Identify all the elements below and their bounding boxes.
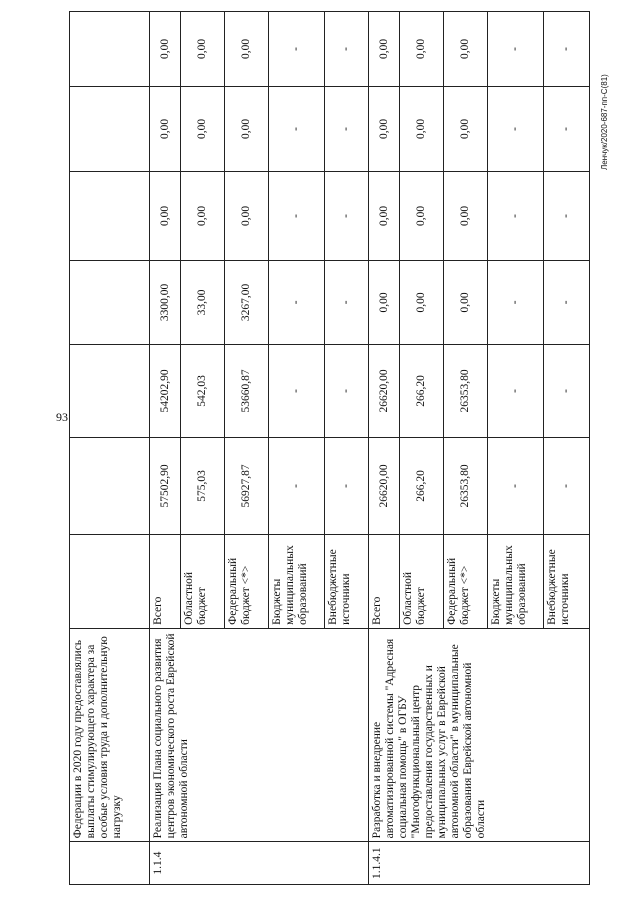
cell-2021: 0,00 <box>444 260 488 344</box>
cell-total: 57502,90 <box>150 437 181 534</box>
cell-2020: - <box>325 345 369 438</box>
row-source: Внебюджетные источники <box>325 534 369 628</box>
cell-2020: 26353,80 <box>444 345 488 438</box>
cell-2022: 0,00 <box>369 172 400 261</box>
cell-total: 266,20 <box>400 437 444 534</box>
cell-2022: 0,00 <box>181 172 225 261</box>
cell-2023: 0,00 <box>444 86 488 171</box>
cell-2024: - <box>544 12 590 87</box>
cell-2022: 0,00 <box>444 172 488 261</box>
table-row <box>369 12 400 885</box>
cell-2022: 0,00 <box>400 172 444 261</box>
cell-2020 <box>70 345 150 438</box>
cell-2022: - <box>544 172 590 261</box>
footer-note: Ленчук/2020-687-пп-С(81) <box>600 74 609 170</box>
cell-total <box>70 437 150 534</box>
cell-2021: 0,00 <box>400 260 444 344</box>
cell-2024: 0,00 <box>400 12 444 87</box>
row-source: Бюджеты муниципальных образований <box>488 534 544 628</box>
row-code <box>70 842 150 885</box>
cell-2020: - <box>488 345 544 438</box>
cell-2021 <box>70 260 150 344</box>
row-source <box>70 534 150 628</box>
cell-2024: - <box>325 12 369 87</box>
cell-total: - <box>269 437 325 534</box>
cell-2022: - <box>488 172 544 261</box>
cell-2024: 0,00 <box>150 12 181 87</box>
row-code: 1.1.4 <box>150 842 369 885</box>
cell-2023 <box>70 86 150 171</box>
cell-total: - <box>544 437 590 534</box>
cell-2023: 0,00 <box>369 86 400 171</box>
row-source: Областной бюджет <box>400 534 444 628</box>
row-source: Всего <box>369 534 400 628</box>
cell-2020: - <box>544 345 590 438</box>
cell-2023: - <box>269 86 325 171</box>
cell-2020: 26620,00 <box>369 345 400 438</box>
table-row <box>150 12 181 885</box>
cell-total: 575,03 <box>181 437 225 534</box>
row-name: Реализация Плана социального развития центров экономического роста Еврейской автономной области <box>150 628 369 841</box>
cell-2024: 0,00 <box>444 12 488 87</box>
cell-2023: - <box>488 86 544 171</box>
budget-table-sheet <box>69 11 572 885</box>
cell-2024 <box>70 12 150 87</box>
row-source: Бюджеты муниципальных образований <box>269 534 325 628</box>
cell-2021: - <box>269 260 325 344</box>
cell-2021: 33,00 <box>181 260 225 344</box>
cell-total: 56927,87 <box>225 437 269 534</box>
cell-2023: 0,00 <box>150 86 181 171</box>
cell-2023: - <box>325 86 369 171</box>
cell-2023: 0,00 <box>181 86 225 171</box>
cell-2020: 266,20 <box>400 345 444 438</box>
cell-2022: 0,00 <box>225 172 269 261</box>
cell-2020: 53660,87 <box>225 345 269 438</box>
cell-2024: - <box>488 12 544 87</box>
row-source: Областной бюджет <box>181 534 225 628</box>
row-name: Разработка и внедрение автоматизированной системы "Адресная социальная помощь" в ОГБУ "Многофункциональный центр предоставления государственных и муниципальных услуг в Еврейской автономной области" в муниципальные образования Еврейской автономной области <box>369 628 590 841</box>
cell-2023: 0,00 <box>225 86 269 171</box>
cell-2022: - <box>269 172 325 261</box>
row-code: 1.1.4.1 <box>369 842 590 885</box>
cell-2022: - <box>325 172 369 261</box>
cell-2021: - <box>325 260 369 344</box>
budget-table <box>69 11 590 885</box>
row-source: Внебюджетные источники <box>544 534 590 628</box>
cell-2024: 0,00 <box>369 12 400 87</box>
cell-2021: 3300,00 <box>150 260 181 344</box>
cell-2023: - <box>544 86 590 171</box>
row-source: Федеральный бюджет <*> <box>225 534 269 628</box>
cell-2020: 54202,90 <box>150 345 181 438</box>
cell-2021: - <box>488 260 544 344</box>
cell-2022: 0,00 <box>150 172 181 261</box>
cell-2021: - <box>544 260 590 344</box>
cell-2024: 0,00 <box>225 12 269 87</box>
cell-total: 26620,00 <box>369 437 400 534</box>
cell-2024: 0,00 <box>181 12 225 87</box>
row-source: Федеральный бюджет <*> <box>444 534 488 628</box>
cell-total: - <box>488 437 544 534</box>
cell-total: 26353,80 <box>444 437 488 534</box>
cell-2022 <box>70 172 150 261</box>
cell-2020: - <box>269 345 325 438</box>
cell-2024: - <box>269 12 325 87</box>
row-source: Всего <box>150 534 181 628</box>
cell-2021: 3267,00 <box>225 260 269 344</box>
cell-2023: 0,00 <box>400 86 444 171</box>
cell-2020: 542,03 <box>181 345 225 438</box>
table-row <box>70 12 150 885</box>
page-number: 93 <box>56 410 68 424</box>
row-name: Федерации в 2020 году предоставлялись выплаты стимулирующего характера за особые условия труда и дополнительную нагрузку <box>70 628 150 841</box>
cell-total: - <box>325 437 369 534</box>
cell-2021: 0,00 <box>369 260 400 344</box>
